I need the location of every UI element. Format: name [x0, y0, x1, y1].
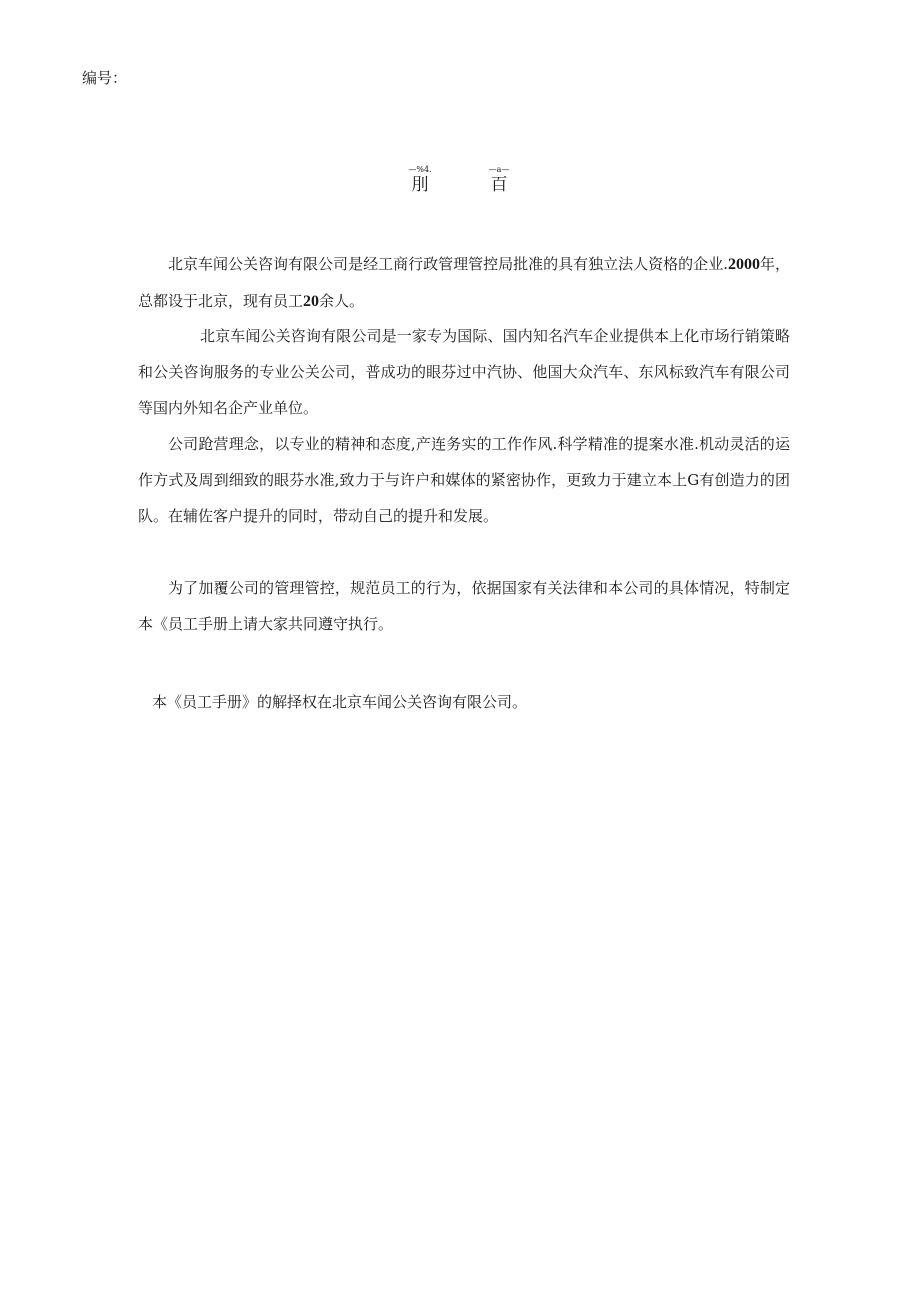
paragraph-company-philosophy: 公司跄营理念，以专业的精神和态度,产连务实的工作作风.科学精准的提案水准.机动灵活的运作方式及周到细致的眼芬水准,致力于与许户和媒体的紧密协作，更致力于建立本上G有创造力的团队。在辅佐客户提升的同时，带动自己的提升和发展。: [138, 435, 790, 525]
intro-text-c: 余人。: [319, 292, 365, 310]
intro-text-a: 北京车闻公关咨询有限公司是经工商行政管理管控局批准的具有独立法人资格的企业.: [168, 255, 728, 273]
serial-number-label: 编号：: [82, 69, 128, 87]
title-right-char: 百: [490, 175, 508, 195]
founding-year: 2000: [727, 256, 760, 273]
paragraph-company-services: 北京车闻公关咨询有限公司是一家专为国际、国内知名汽车企业提供本上化市场行销策略和公关咨询服务的专业公关公司，普成功的眼芬过中汽协、他国大众汽车、东风标致汽车有限公司等国内外知名企产业单位。: [138, 327, 790, 417]
title-left: [400, 165, 440, 197]
paragraph-handbook-purpose: 为了加覆公司的管理管控，规范员工的行为，依据国家有关法律和本公司的具体情况，特制定本《员工手册上请大家共同遵守执行。: [138, 579, 790, 633]
employee-count: 20: [303, 293, 320, 310]
intro-text-b: 年，总都设于北京，现有员工: [138, 255, 790, 310]
title-right: [479, 165, 519, 197]
title-right-mark: —a—: [488, 165, 510, 174]
paragraph-interpretation-right: 本《员工手册》的解择权在北京车闻公关咨询有限公司。: [152, 693, 528, 711]
title-left-mark: —%4.: [408, 165, 432, 174]
title-left-char: 刖: [411, 175, 429, 195]
paragraph-company-intro: [138, 246, 790, 320]
